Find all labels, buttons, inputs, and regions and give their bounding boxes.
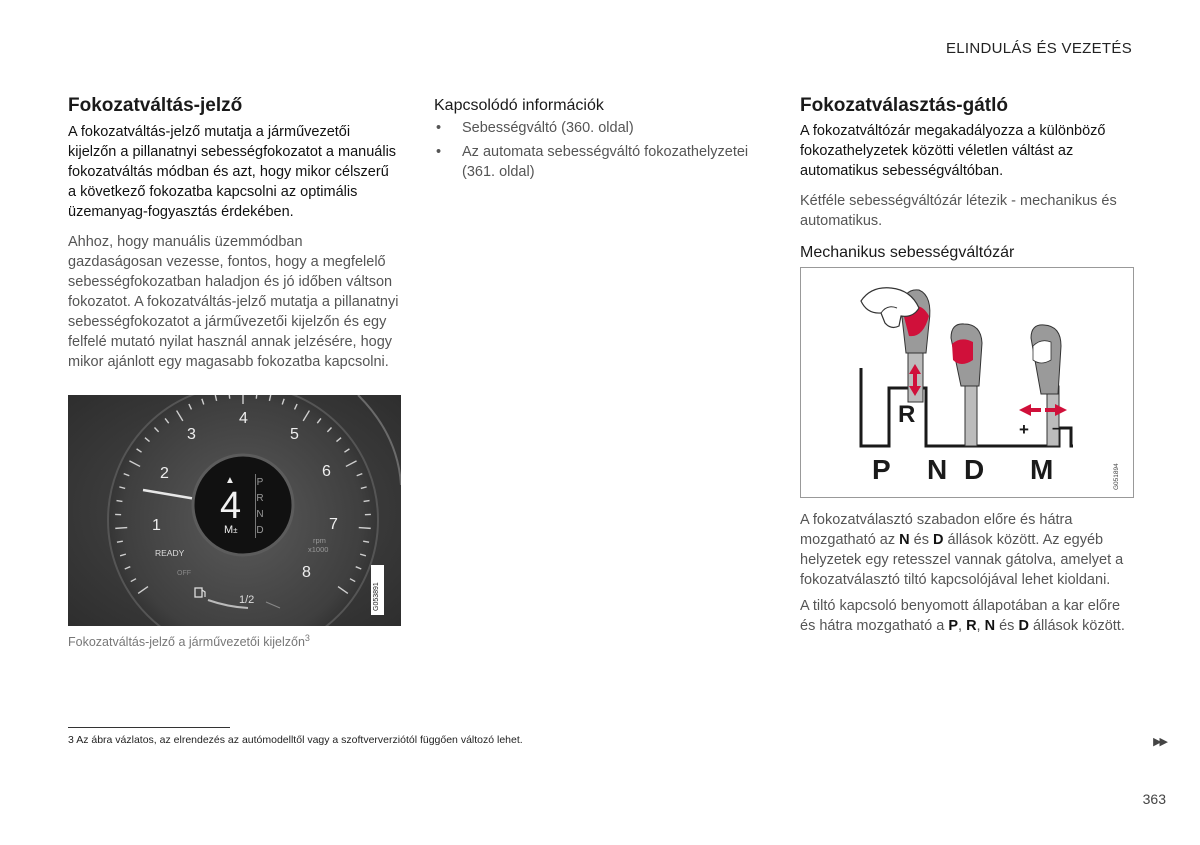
gate-paragraph-2: A tiltó kapcsoló benyomott állapotában a kar előre és hátra mozgatható a P, R, N és D állások között. (800, 598, 1125, 634)
figure-code-2: G051894 (1113, 463, 1120, 490)
scale-half: 1/2 (239, 594, 255, 606)
heading-gear-lock: Fokozatválasztás-gátló (800, 95, 1008, 116)
rpm-unit: x1000 (308, 545, 329, 554)
scale-4: 4 (239, 410, 248, 427)
gate-r-label: R (898, 401, 916, 428)
gear-mode: M± (224, 524, 238, 536)
scale-3: 3 (187, 426, 196, 443)
dial-tick (229, 395, 230, 399)
scale-8: 8 (302, 564, 311, 581)
current-gear: 4 (220, 485, 242, 527)
body-paragraph: Ahhoz, hogy manuális üzemmódban gazdaságosan vezesse, fontos, hogy a megfelelő sebességfokozatban haladjon és jó időben váltson fokozatot. A fokozatváltás-jelző mutatja a pillanatnyi sebességfokozatot a járművezetői kijelzőn és egy felfelé mutató nyilat használ annak jelzésére, hogy mikor ajánlott egy magasabb fokozatba kapcsolni. (68, 234, 399, 370)
dial-tick (359, 528, 371, 529)
dial-tick (364, 501, 370, 502)
gear-r: R (256, 493, 264, 504)
plus-label: + (1019, 420, 1029, 439)
section-header: ELINDULÁS ÉS VEZETÉS (945, 40, 1132, 57)
mechanical-lock-figure (800, 267, 1134, 498)
gear-list (254, 475, 266, 539)
gate-p-label: P (872, 454, 891, 485)
footnote: 3 Az ábra vázlatos, az elrendezés az autómodelltől vagy a szoftververziótól függően változó lehet. (68, 734, 523, 746)
figure-caption: Fokozatváltás-jelző a járművezetői kijelzőn$^3$ (68, 633, 310, 650)
gate-paragraph-1: A fokozatválasztó szabadon előre és hátra mozgatható az N és D állások között. Az egyéb helyzetek egy retesszel vannak gátolva, amelyet a fokozatválasztó tiltó kapcsolójával lehet kioldani. (800, 512, 1124, 588)
upshift-arrow-icon: ▲ (225, 475, 235, 486)
intro-paragraph: A fokozatváltás-jelző mutatja a járművezetői kijelzőn a pillanatnyi sebességfokozatot a manuális fokozatváltás módban és azt, hogy mikor célszerű a következő fokozatba kapcsolni az optimális üzemanyag-fogyasztás érdekében. (68, 124, 397, 220)
gate-n-label: N (927, 454, 948, 485)
related-link-gearbox[interactable]: • Sebességváltó (360. oldal) (436, 120, 634, 136)
dial-tick (116, 501, 122, 502)
related-links-list (434, 118, 764, 186)
heading-shift-indicator: Fokozatváltás-jelző (68, 95, 243, 116)
dial-tick (115, 528, 127, 529)
dial-tick (256, 395, 257, 399)
figure-code-box-2 (1112, 458, 1122, 492)
scale-7: 7 (329, 516, 338, 533)
scale-1: 1 (152, 517, 161, 534)
figure-code-box (371, 565, 384, 615)
gear-n: N (256, 509, 264, 520)
figure-code: G053891 (373, 582, 380, 611)
driver-display-figure (68, 395, 401, 626)
footnote-divider (68, 727, 230, 728)
minus-label: – (1052, 418, 1062, 437)
gear-d: D (256, 525, 264, 536)
scale-6: 6 (322, 463, 331, 480)
gear-lock-intro: A fokozatváltózár megakadályozza a különböző fokozathelyzetek közötti véletlen váltást az automatikus sebességváltóban. (800, 123, 1106, 179)
related-info-heading: Kapcsolódó információk (434, 97, 604, 114)
mechanical-lock-subheading: Mechanikus sebességváltózár (800, 244, 1015, 261)
gear-lock-types: Kétféle sebességváltózár létezik - mechanikus és automatikus. (800, 193, 1117, 229)
gear-p: P (256, 477, 264, 488)
gate-m-label: M (1030, 454, 1054, 485)
gate-d-label: D (964, 454, 985, 485)
next-page-arrows-icon[interactable]: ▶▶ (1153, 736, 1166, 748)
scale-2: 2 (160, 465, 169, 482)
page-number: 363 (1142, 791, 1166, 807)
ready-indicator: READY (155, 548, 185, 558)
rpm-label: rpm (313, 536, 326, 545)
scale-5: 5 (290, 426, 299, 443)
related-link-gear-positions[interactable]: • Az automata sebességváltó fokozathelyzetei (361. oldal) (436, 144, 749, 180)
off-label: OFF (177, 570, 191, 577)
